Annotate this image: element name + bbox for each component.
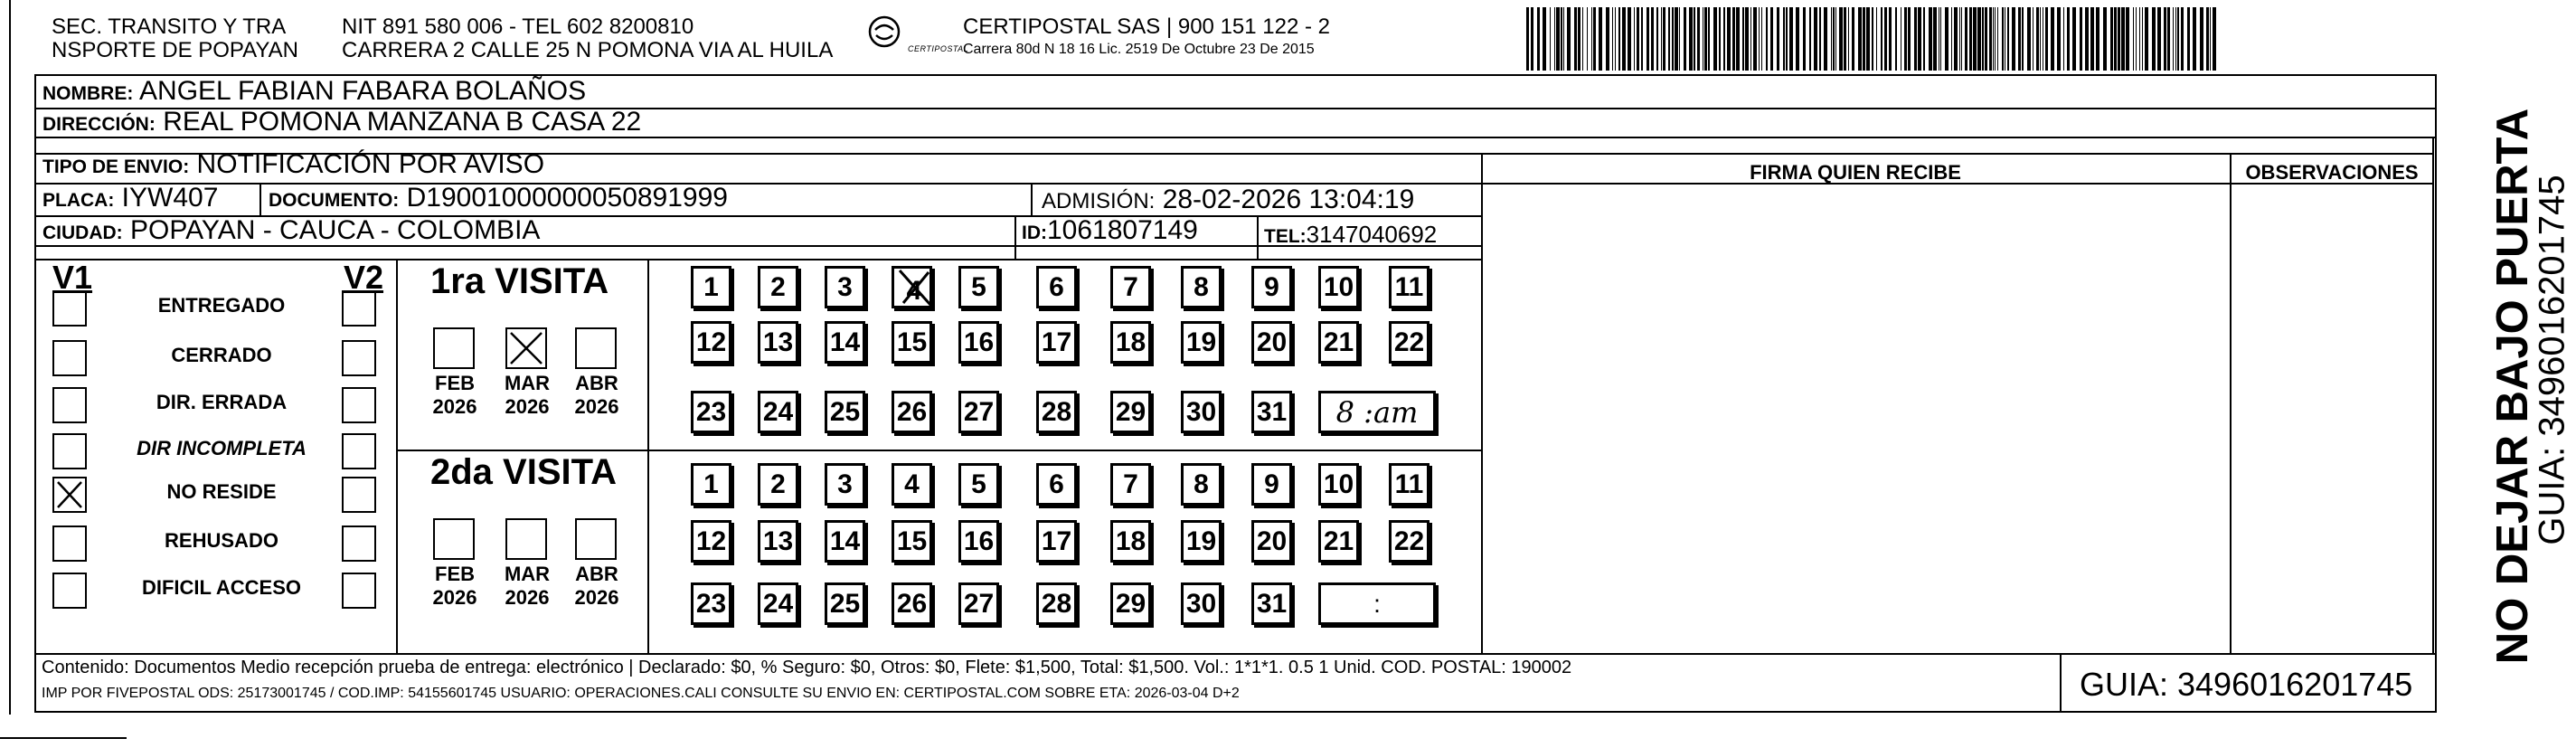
day-box[interactable]: 30 <box>1181 582 1222 625</box>
barcode-bar <box>1985 7 1987 71</box>
barcode-bar <box>2175 7 2176 71</box>
barcode-bar <box>1615 7 1616 71</box>
barcode-bar <box>1591 7 1592 71</box>
barcode-bar <box>1606 7 1609 71</box>
v1-checkbox[interactable] <box>52 433 87 469</box>
barcode-bar <box>1761 7 1762 71</box>
barcode-bar <box>2139 7 2140 71</box>
barcode-bar <box>1889 7 1892 71</box>
day-box[interactable]: 5 <box>958 463 999 506</box>
barcode-bar <box>2072 7 2076 71</box>
barcode-bar <box>1543 7 1546 71</box>
barcode-bar <box>2206 7 2209 71</box>
barcode-bar <box>1668 7 1670 71</box>
barcode-bar <box>1824 7 1827 71</box>
barcode-bar <box>1940 7 1941 71</box>
barcode-bar <box>1777 7 1779 71</box>
barcode-bar <box>1786 7 1788 71</box>
barcode-bar <box>2133 7 2134 71</box>
v2-label: V2 <box>344 259 384 296</box>
day-box[interactable]: 7 <box>1110 463 1151 506</box>
company-line: CERTIPOSTAL SAS | 900 151 122 - 2 <box>963 14 1330 39</box>
v1-checkbox[interactable] <box>52 477 87 513</box>
barcode-bar <box>2012 7 2015 71</box>
v1-checkbox[interactable] <box>52 573 87 609</box>
day-box[interactable]: 11 <box>1389 463 1430 506</box>
day-box[interactable]: 30 <box>1181 391 1222 433</box>
barcode-bar <box>2164 7 2166 71</box>
barcode-bar <box>2136 7 2137 71</box>
day-box[interactable]: 29 <box>1110 582 1151 625</box>
barcode-bar <box>2177 7 2179 71</box>
tel-field: TEL:3147040692 <box>1264 221 1438 248</box>
month-checkbox[interactable] <box>575 327 617 369</box>
day-box[interactable]: 13 <box>758 520 798 563</box>
barcode-bar <box>1814 7 1817 71</box>
barcode-bar <box>1876 7 1877 71</box>
day-box[interactable]: 26 <box>892 582 932 625</box>
barcode-bar <box>1852 7 1854 71</box>
barcode-bar <box>1723 7 1725 71</box>
barcode-bar <box>1684 7 1686 71</box>
barcode-bar <box>1593 7 1596 71</box>
ciudad-value: POPAYAN - CAUCA - COLOMBIA <box>130 215 541 245</box>
cut-mark <box>0 737 127 739</box>
barcode-bar <box>1923 7 1925 71</box>
barcode-bar <box>1697 7 1700 71</box>
day-box[interactable]: 1 <box>691 463 731 506</box>
observaciones-label: OBSERVACIONES <box>2245 161 2419 184</box>
barcode-bar <box>1959 7 1960 71</box>
v2-checkbox[interactable] <box>342 340 376 376</box>
day-box[interactable]: 8 <box>1181 266 1222 308</box>
barcode-bar <box>1599 7 1602 71</box>
month-checkbox[interactable] <box>433 327 475 369</box>
barcode-bar <box>2210 7 2211 71</box>
day-box[interactable]: 21 <box>1318 321 1359 364</box>
barcode-bar <box>1783 7 1785 71</box>
day-box[interactable]: 23 <box>691 391 731 433</box>
day-box[interactable]: 17 <box>1036 321 1077 364</box>
month-label: MAR <box>504 563 551 585</box>
barcode-bar <box>1993 7 1994 71</box>
barcode-bar <box>1933 7 1937 71</box>
day-box[interactable]: 15 <box>892 520 932 563</box>
day-box[interactable]: 17 <box>1036 520 1077 563</box>
barcode-bar <box>1914 7 1917 71</box>
barcode-bar <box>1997 7 1998 71</box>
day-box[interactable]: 31 <box>1251 582 1292 625</box>
documento-field: DOCUMENTO: D19001000000050891999 <box>269 183 728 213</box>
barcode-bar <box>1770 7 1773 71</box>
certipostal-logo-icon <box>863 13 905 54</box>
id-field: ID:1061807149 <box>1022 215 1198 245</box>
barcode-bar <box>1951 7 1952 71</box>
month-label: ABR <box>575 563 618 585</box>
license-line: Carrera 80d N 18 16 Lic. 2519 De Octubre 23 De 2015 <box>963 42 1315 57</box>
month-checkbox[interactable] <box>433 518 475 560</box>
month-checkbox[interactable] <box>505 327 547 369</box>
barcode-bar <box>1622 7 1626 71</box>
barcode-bar <box>1954 7 1958 71</box>
barcode-bar <box>2200 7 2203 71</box>
side-guia: GUIA: 3496016201745 <box>2532 175 2572 545</box>
day-box[interactable]: 18 <box>1110 520 1151 563</box>
barcode-bar <box>2193 7 2196 71</box>
v1-checkbox[interactable] <box>52 525 87 562</box>
day-box[interactable]: 14 <box>825 321 865 364</box>
barcode-bar <box>2007 7 2009 71</box>
barcode-bar <box>1961 7 1962 71</box>
barcode-bar <box>1578 7 1581 71</box>
month-year: 2026 <box>574 395 619 418</box>
barcode-bar <box>1563 7 1564 71</box>
day-box[interactable]: 28 <box>1036 391 1077 433</box>
barcode-bar <box>1908 7 1911 71</box>
v2-checkbox[interactable] <box>342 387 376 423</box>
day-box[interactable]: 18 <box>1110 321 1151 364</box>
barcode-icon <box>1526 7 2219 71</box>
barcode-bar <box>1526 7 1529 71</box>
day-box[interactable] <box>892 266 932 308</box>
barcode-bar <box>1789 7 1793 71</box>
barcode-bar <box>1675 7 1678 71</box>
documento-value: D19001000000050891999 <box>406 183 728 213</box>
v2-checkbox[interactable] <box>342 573 376 609</box>
status-label: DIFICIL ACCESO <box>141 576 301 599</box>
check-x-icon <box>507 329 545 367</box>
day-box[interactable]: 27 <box>958 391 999 433</box>
tel-value: 3147040692 <box>1306 221 1438 248</box>
barcode-bar <box>1753 7 1757 71</box>
barcode-bar <box>1663 7 1665 71</box>
placa-field: PLACA: IYW407 <box>42 183 219 213</box>
barcode-bar <box>1656 7 1658 71</box>
day-box[interactable]: 2 <box>758 463 798 506</box>
barcode-bar <box>1977 7 1981 71</box>
day-box[interactable]: 21 <box>1318 520 1359 563</box>
barcode-bar <box>1866 7 1870 71</box>
barcode-bar <box>1969 7 1972 71</box>
v1-checkbox[interactable] <box>52 340 87 376</box>
barcode-bar <box>1634 7 1635 71</box>
month-label: FEB <box>435 372 475 394</box>
barcode-bar <box>1766 7 1768 71</box>
barcode-bar <box>1796 7 1799 71</box>
barcode-bar <box>1809 7 1811 71</box>
barcode-bar <box>2036 7 2039 71</box>
day-box[interactable]: 3 <box>825 266 865 308</box>
barcode-bar <box>1727 7 1731 71</box>
day-box[interactable]: 29 <box>1110 391 1151 433</box>
imp-line: IMP POR FIVEPOSTAL ODS: 25173001745 / COD.IMP: 54155601745 USUARIO: OPERACIONES.CALI CONSULTE SU ENVIO EN: CERTIPOSTAL.COM SOBRE ETA: 2026-03-04 D+2 <box>42 686 1240 701</box>
barcode-bar <box>1708 7 1710 71</box>
day-box[interactable]: 25 <box>825 391 865 433</box>
day-box[interactable]: 24 <box>758 582 798 625</box>
day-box[interactable]: 10 <box>1318 463 1359 506</box>
status-label: CERRADO <box>171 344 272 366</box>
guia-footer: GUIA: 3496016201745 <box>2080 666 2413 703</box>
barcode-bar <box>2126 7 2129 71</box>
barcode-bar <box>2187 7 2190 71</box>
barcode-bar <box>1989 7 1992 71</box>
firma-label: FIRMA QUIEN RECIBE <box>1750 161 1961 184</box>
day-box[interactable]: 1 <box>691 266 731 308</box>
day-box[interactable]: 2 <box>758 266 798 308</box>
barcode-bar <box>1732 7 1735 71</box>
barcode-bar <box>1759 7 1760 71</box>
barcode-bar <box>2090 7 2094 71</box>
nombre-row: NOMBRE: ANGEL FABIAN FABARA BOLAÑOS <box>42 76 587 106</box>
barcode-bar <box>2063 7 2064 71</box>
status-label: DIR. ERRADA <box>156 391 288 413</box>
barcode-bar <box>1574 7 1577 71</box>
barcode-bar <box>1844 7 1846 71</box>
day-box[interactable]: 23 <box>691 582 731 625</box>
v1-checkbox[interactable] <box>52 290 87 327</box>
barcode-bar <box>2213 7 2216 71</box>
day-box[interactable]: 6 <box>1036 463 1077 506</box>
month-label: FEB <box>435 563 475 585</box>
day-box[interactable]: 9 <box>1251 463 1292 506</box>
day-box[interactable]: 10 <box>1318 266 1359 308</box>
check-x-icon <box>54 478 85 511</box>
side-warning: NO DEJAR BAJO PUERTA <box>2488 108 2537 665</box>
tipo-envio-value: NOTIFICACIÓN POR AVISO <box>196 149 545 179</box>
day-box[interactable]: 25 <box>825 582 865 625</box>
visit-title: 1ra VISITA <box>430 261 609 301</box>
barcode-bar <box>2114 7 2117 71</box>
barcode-bar <box>1531 7 1533 71</box>
admision-field: ADMISIÓN: 28-02-2026 13:04:19 <box>1042 185 1415 214</box>
barcode-bar <box>1719 7 1721 71</box>
barcode-bar <box>1647 7 1649 71</box>
barcode-bar <box>2085 7 2089 71</box>
day-box[interactable]: 22 <box>1389 520 1430 563</box>
barcode-bar <box>1561 7 1562 71</box>
barcode-bar <box>2103 7 2107 71</box>
month-year: 2026 <box>432 395 477 418</box>
day-box[interactable]: 19 <box>1181 321 1222 364</box>
barcode-bar <box>1965 7 1967 71</box>
barcode-bar <box>1612 7 1613 71</box>
barcode-bar <box>2152 7 2156 71</box>
barcode-bar <box>2181 7 2184 71</box>
day-box[interactable]: 20 <box>1251 321 1292 364</box>
barcode-bar <box>2057 7 2061 71</box>
day-box[interactable]: 12 <box>691 321 731 364</box>
admision-value: 28-02-2026 13:04:19 <box>1162 185 1415 214</box>
day-box[interactable]: 31 <box>1251 391 1292 433</box>
day-box[interactable]: 3 <box>825 463 865 506</box>
barcode-bar <box>1537 7 1540 71</box>
v1-checkbox[interactable] <box>52 387 87 423</box>
barcode-bar <box>1750 7 1751 71</box>
sender-nit: NIT 891 580 006 - TEL 602 8200810 <box>342 14 694 39</box>
month-year: 2026 <box>505 395 550 418</box>
visit-title: 2da VISITA <box>430 452 617 492</box>
barcode-bar <box>2002 7 2004 71</box>
day-box[interactable]: 12 <box>691 520 731 563</box>
day-box[interactable]: 24 <box>758 391 798 433</box>
status-label: DIR INCOMPLETA <box>137 437 307 459</box>
day-box[interactable]: 20 <box>1251 520 1292 563</box>
month-checkbox[interactable] <box>505 518 547 560</box>
sender-line-2: NSPORTE DE POPAYAN <box>52 38 298 62</box>
barcode-bar <box>1679 7 1680 71</box>
barcode-bar <box>1973 7 1977 71</box>
barcode-bar <box>1672 7 1674 71</box>
barcode-bar <box>1694 7 1695 71</box>
barcode-bar <box>1554 7 1555 71</box>
day-box[interactable]: 8 <box>1181 463 1222 506</box>
day-box[interactable]: 7 <box>1110 266 1151 308</box>
barcode-bar <box>1945 7 1949 71</box>
barcode-bar <box>2040 7 2041 71</box>
day-box[interactable]: 15 <box>892 321 932 364</box>
tipo-envio-row: TIPO DE ENVIO: NOTIFICACIÓN POR AVISO <box>42 149 545 179</box>
barcode-bar <box>2167 7 2170 71</box>
month-label: ABR <box>575 372 618 394</box>
sender-line-1: SEC. TRANSITO Y TRA <box>52 14 287 39</box>
v2-checkbox[interactable] <box>342 290 376 327</box>
barcode-bar <box>1831 7 1832 71</box>
barcode-bar <box>1918 7 1921 71</box>
day-box[interactable]: 19 <box>1181 520 1222 563</box>
barcode-bar <box>1628 7 1631 71</box>
barcode-bar <box>1689 7 1693 71</box>
month-year: 2026 <box>505 586 550 609</box>
contenido-line: Contenido: Documentos Medio recepción prueba de entrega: electrónico | Declarado: $0, % Seguro: $0, Otros: $0, Flete: $1,500, Total: $1,500. Vol.: 1*1*1. 0.5 1 Unid. COD. POSTAL: 190002 <box>42 658 1572 677</box>
barcode-bar <box>2110 7 2113 71</box>
recipient-address: REAL POMONA MANZANA B CASA 22 <box>163 107 642 137</box>
barcode-bar <box>1895 7 1897 71</box>
placa-value: IYW407 <box>121 183 219 213</box>
barcode-bar <box>1833 7 1835 71</box>
barcode-bar <box>1567 7 1571 71</box>
v2-checkbox[interactable] <box>342 525 376 562</box>
status-label: REHUSADO <box>165 529 278 552</box>
barcode-bar <box>1839 7 1843 71</box>
barcode-bar <box>2022 7 2024 71</box>
day-box[interactable]: 16 <box>958 520 999 563</box>
barcode-bar <box>1704 7 1707 71</box>
barcode-bar <box>1803 7 1806 71</box>
barcode-bar <box>1819 7 1821 71</box>
day-box[interactable]: 28 <box>1036 582 1077 625</box>
month-year: 2026 <box>574 586 619 609</box>
direccion-row: DIRECCIÓN: REAL POMONA MANZANA B CASA 22 <box>42 107 642 137</box>
barcode-bar <box>1929 7 1932 71</box>
day-box[interactable]: 4 <box>892 463 932 506</box>
barcode-bar <box>1863 7 1865 71</box>
day-box[interactable]: 13 <box>758 321 798 364</box>
time-field[interactable]: : <box>1318 582 1436 625</box>
barcode-bar <box>1637 7 1639 71</box>
barcode-bar <box>1550 7 1551 71</box>
time-field[interactable]: 8 :am <box>1318 391 1436 433</box>
barcode-bar <box>1651 7 1654 71</box>
barcode-bar <box>1884 7 1887 71</box>
barcode-bar <box>2096 7 2099 71</box>
month-checkbox[interactable] <box>575 518 617 560</box>
v2-checkbox[interactable] <box>342 433 376 469</box>
sender-address: CARRERA 2 CALLE 25 N POMONA VIA AL HUILA <box>342 38 834 62</box>
barcode-bar <box>2173 7 2174 71</box>
day-box[interactable]: 26 <box>892 391 932 433</box>
barcode-bar <box>1745 7 1749 71</box>
barcode-bar <box>2118 7 2120 71</box>
barcode-bar <box>2027 7 2031 71</box>
barcode-bar <box>1995 7 1996 71</box>
barcode-bar <box>2067 7 2070 71</box>
ciudad-row: CIUDAD: POPAYAN - CAUCA - COLOMBIA <box>42 215 541 245</box>
barcode-bar <box>2145 7 2148 71</box>
barcode-bar <box>2142 7 2143 71</box>
recipient-name: ANGEL FABIAN FABARA BOLAÑOS <box>139 76 587 106</box>
barcode-bar <box>1736 7 1740 71</box>
barcode-bar <box>2051 7 2054 71</box>
barcode-bar <box>1618 7 1620 71</box>
barcode-bar <box>1556 7 1560 71</box>
barcode-bar <box>1835 7 1836 71</box>
barcode-bar <box>1713 7 1717 71</box>
barcode-bar <box>1904 7 1907 71</box>
barcode-bar <box>1641 7 1643 71</box>
barcode-bar <box>2157 7 2161 71</box>
barcode-bar <box>1848 7 1849 71</box>
v1-label: V1 <box>52 259 93 296</box>
v2-checkbox[interactable] <box>342 477 376 513</box>
barcode-bar <box>2080 7 2082 71</box>
left-edge-line <box>9 0 11 715</box>
day-box[interactable]: 16 <box>958 321 999 364</box>
barcode-bar <box>1872 7 1873 71</box>
status-label: NO RESIDE <box>166 480 277 503</box>
id-value: 1061807149 <box>1047 215 1198 245</box>
barcode-bar <box>2018 7 2021 71</box>
barcode-bar <box>1661 7 1662 71</box>
month-label: MAR <box>504 372 551 394</box>
barcode-bar <box>1982 7 1984 71</box>
day-box[interactable]: 5 <box>958 266 999 308</box>
status-label: ENTREGADO <box>157 294 286 317</box>
barcode-bar <box>1587 7 1588 71</box>
barcode-bar <box>1881 7 1882 71</box>
barcode-bar <box>2121 7 2125 71</box>
barcode-bar <box>1742 7 1744 71</box>
day-box[interactable]: 14 <box>825 520 865 563</box>
logo-wordmark: CERTIPOSTAL <box>908 44 969 53</box>
day-box[interactable]: 9 <box>1251 266 1292 308</box>
day-box[interactable]: 11 <box>1389 266 1430 308</box>
day-box[interactable]: 22 <box>1389 321 1430 364</box>
barcode-bar <box>2045 7 2048 71</box>
check-x-icon <box>894 267 934 308</box>
barcode-bar <box>1858 7 1862 71</box>
month-year: 2026 <box>432 586 477 609</box>
barcode-bar <box>1582 7 1583 71</box>
day-box[interactable]: 27 <box>958 582 999 625</box>
day-box[interactable]: 6 <box>1036 266 1077 308</box>
